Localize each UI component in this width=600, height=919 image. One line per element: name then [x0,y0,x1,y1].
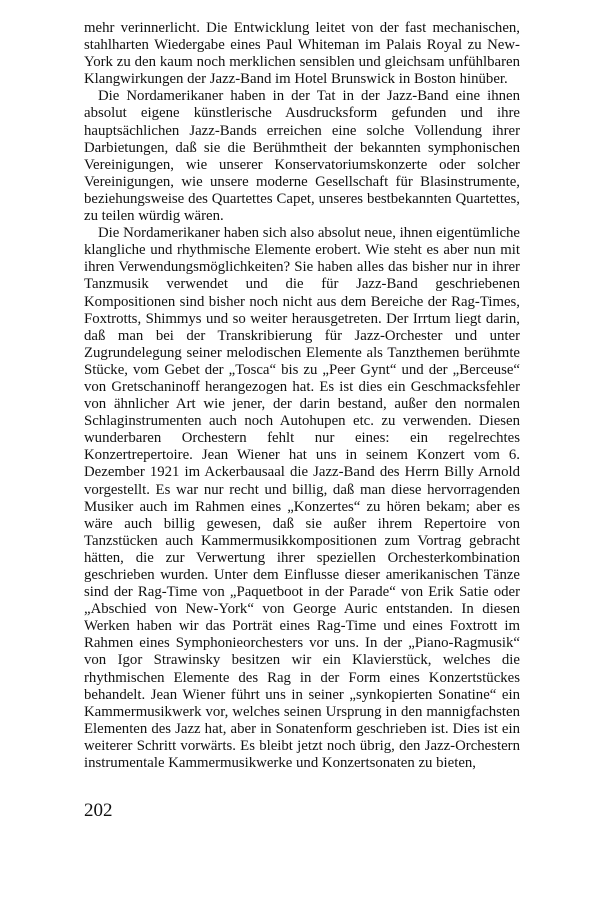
page-number: 202 [84,800,113,821]
paragraph-new-elements: Die Nordamerikaner haben sich also absolut neue, ihnen eigentümliche klangliche und rhythmische Elemente erobert. Wie steht es aber nun mit ihren Verwendungsmöglichkeiten? Sie haben alles das bisher nur in ihrer Tanzmusik verwendet und die für Jazz-Band geschriebenen Kompositionen sind bisher noch nicht aus dem Bereiche der Rag-Times, Foxtrotts, Shimmys und so weiter herausgetreten. Der Irrtum liegt darin, daß man bei der Transkribierung für Jazz-Orchester und unter Zugrundelegung seiner melodischen Elemente als Tanzthemen berühmte Stücke, vom Gebet der „Tosca“ bis zu „Peer Gynt“ und der „Berceuse“ von Gretschaninoff herangezogen hat. Es ist dies ein Geschmacksfehler von ähnlicher Art wie jener, der darin bestand, außer den normalen Schlaginstrumenten auch noch Autohupen etc. zu verwenden. Diesen wunderbaren Orchestern fehlt nur eines: ein regelrechtes Konzertrepertoire. Jean Wiener hat uns in seinem Konzert vom 6. Dezember 1921 im Ackerbausaal die Jazz-Band des Herrn Billy Arnold vorgestellt. Es war nur recht und billig, daß man diese hervorragenden Musiker auch im Rahmen eines „Konzertes“ zu hören bekam; aber es wäre auch billig gewesen, daß sie außer ihrem Repertoire von Tanzstücken auch Kammermusikkompositionen zum Vortrag gebracht hätten, die zur Verwertung ihrer speziellen Orchesterkombination geschrieben wurden. Unter dem Einflusse dieser amerikanischen Tänze sind der Rag-Time von „Paquetboot in der Parade“ von Erik Satie oder „Abschied von New-York“ von George Auric entstanden. In diesen Werken haben wir das Porträt eines Rag-Time und eines Foxtrott im Rahmen eines Symphonieorchesters vor uns. In der „Piano-Ragmusik“ von Igor Strawinsky besitzen wir ein Klavierstück, welches die rhythmischen Elemente des Rag in der Form eines Konzertstückes behandelt. Jean Wiener führt uns in seiner „synkopierten Sonatine“ ein Kammermusikwerk vor, welches seinen Ursprung in den mannigfachsten Elementen des Jazz hat, aber in Sonatenform geschrieben ist. Dies ist ein weiterer Schritt vorwärts. Es bleibt jetzt noch übrig, den Jazz-Orchestern instrumentale Kammermusikwerke und Konzertsonaten zu bieten, [84,225,520,772]
paragraph-continuation: mehr verinnerlicht. Die Entwicklung leitet von der fast mechanischen, stahlharten Wiedergabe eines Paul Whiteman im Palais Royal zu New-York zu den kaum noch merklichen sensiblen und gleichsam unfühlbaren Klangwirkungen der Jazz-Band im Hotel Brunswick in Boston hinüber. [84,20,520,88]
paragraph-jazz-band-art-form: Die Nordamerikaner haben in der Tat in der Jazz-Band eine ihnen absolut eigene künstlerische Ausdrucksform gefunden und ihre hauptsächlichen Jazz-Bands erreichen eine solche Vollendung ihrer Darbietungen, daß sie die Berühmtheit der bekannten symphonischen Vereinigungen, wie unserer Konservatoriumskonzerte oder solcher Vereinigungen, wie unsere moderne Gesellschaft für Blasinstrumente, beziehungsweise des Quartettes Capet, unseres bestbekannten Quartettes, zu teilen würdig wären. [84,88,520,225]
page-body [84,20,520,772]
